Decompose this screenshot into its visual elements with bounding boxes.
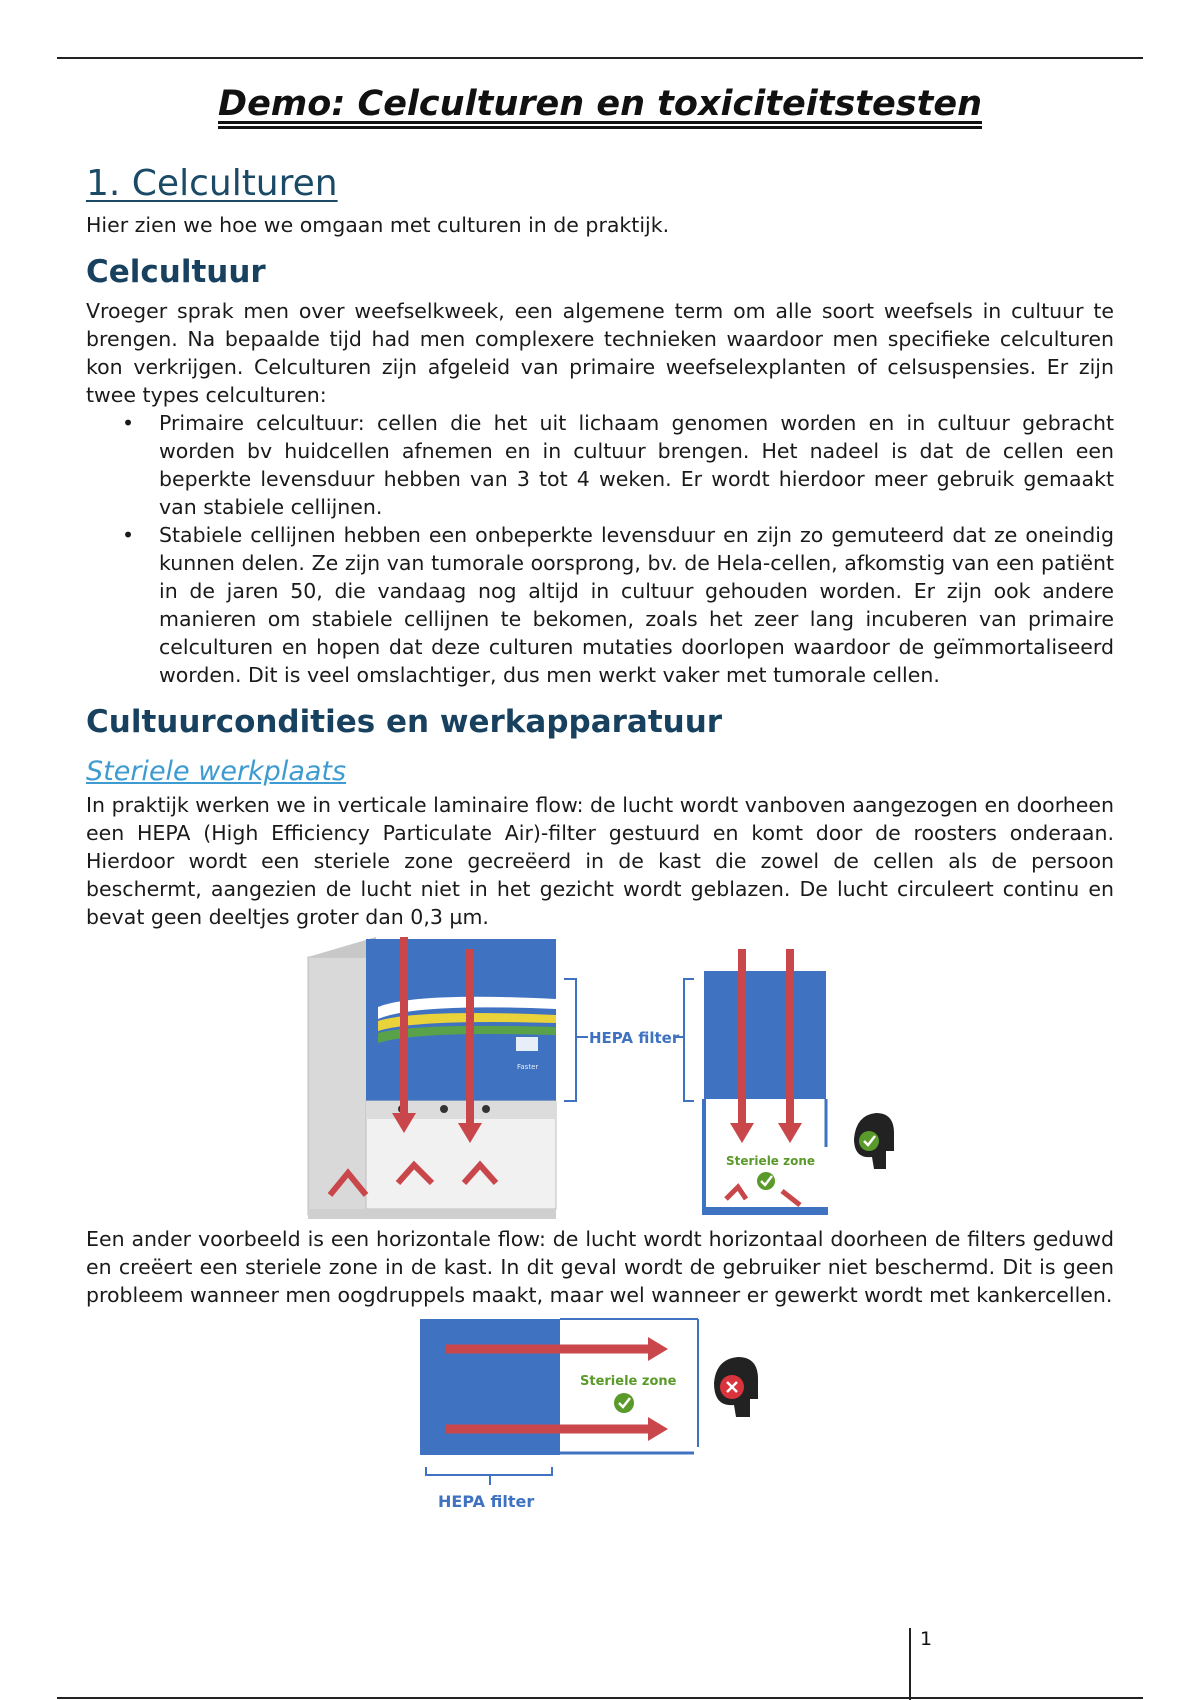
page-number-divider [909, 1628, 911, 1700]
protected-person-icon [854, 1113, 894, 1169]
unprotected-person-icon [714, 1357, 758, 1417]
bullet-dot: • [122, 411, 135, 435]
vertical-zone-label: Steriele zone [726, 1154, 816, 1168]
cabinet-brand: Faster [517, 1063, 539, 1071]
vertical-hepa-label: HEPA filter [589, 1029, 680, 1047]
bullet-item [122, 521, 1114, 689]
celcultuur-paragraph: Vroeger sprak men over weefselkweek, een algemene term om alle soort weefsels in cultuur te brengen. Na bepaalde tijd had men complexere technieken waardoor men specifieke celculturen kon verkrijgen. Celculturen zijn afgeleid van primaire weefselexplanten of celsuspensies. Er zijn twee types celculturen: [86, 299, 1114, 407]
page-number: 1 [920, 1628, 933, 1650]
bullet-text: Stabiele cellijnen hebben een onbeperkte levensduur en zijn zo gemuteerd dat ze oneindig kunnen delen. Ze zijn van tumorale oorsprong, bv. de Hela-cellen, afkomstig van een patiënt in de jaren 50, die vandaag nog altijd in cultuur gehouden worden. Er zijn ook andere manieren om stabiele cellijnen te bekomen, zoals het zeer lang incuberen van primaire celculturen en hopen dat deze culturen mutaties doorlopen waardoor de geïmmortaliseerd worden. Dit is veel omslachtiger, dus men werkt vaker met tumorale cellen. [159, 523, 1114, 687]
horizontal-flow-schematic [420, 1319, 698, 1511]
page-content [86, 160, 1114, 1527]
vertical-flow-paragraph: In praktijk werken we in verticale laminaire flow: de lucht wordt vanboven aangezogen en doorheen een HEPA (High Efficiency Particulate Air)-filter gestuurd en komt door de roosters onderaan. Hierdoor wordt een steriele zone gecreëerd in de kast die zowel de cellen als de persoon beschermt, aangezien de lucht niet in het gezicht wordt geblazen. De lucht circuleert continu en bevat geen deeltjes groter dan 0,3 µm. [86, 793, 1114, 929]
horizontal-zone-label: Steriele zone [580, 1374, 677, 1389]
horizontal-flow-figure [86, 1317, 1114, 1527]
steriele-werkplaats-heading: Steriele werkplaats [86, 756, 347, 787]
footer-rule [57, 1697, 1143, 1699]
vertical-flow-figure [86, 937, 1114, 1225]
celcultuur-heading: Celcultuur [86, 254, 266, 290]
document-title: Demo: Celculturen en toxiciteitstesten [218, 84, 982, 124]
vertical-flow-schematic [704, 949, 828, 1215]
check-icon [614, 1393, 634, 1413]
section-heading: 1. Celculturen [86, 163, 338, 204]
bullet-dot: • [122, 523, 135, 547]
celcultuur-bullet-list [86, 409, 1114, 689]
horizontal-flow-paragraph: Een ander voorbeeld is een horizontale flow: de lucht wordt horizontaal doorheen de filters geduwd en creëert een steriele zone in de kast. In dit geval wordt de gebruiker niet beschermd. Dit is geen probleem wanneer men oogdruppels maakt, maar wel wanneer er gewerkt wordt met kankercellen. [86, 1227, 1114, 1307]
horizontal-hepa-label: HEPA filter [438, 1492, 535, 1511]
bullet-item [122, 409, 1114, 521]
section-intro: Hier zien we hoe we omgaan met culturen in de praktijk. [86, 213, 670, 237]
bullet-text: Primaire celcultuur: cellen die het uit lichaam genomen worden en in cultuur gebracht worden bv huidcellen afnemen en in cultuur brengen. Het nadeel is dat de cellen een beperkte levensduur hebben van 3 tot 4 weken. Er wordt hierdoor meer gebruik gemaakt van stabiele cellijnen. [159, 411, 1114, 519]
flow-cabinet-illustration [308, 937, 556, 1219]
check-icon [757, 1172, 775, 1190]
header-rule [57, 57, 1143, 59]
cultuurcondities-heading: Cultuurcondities en werkapparatuur [86, 704, 723, 740]
